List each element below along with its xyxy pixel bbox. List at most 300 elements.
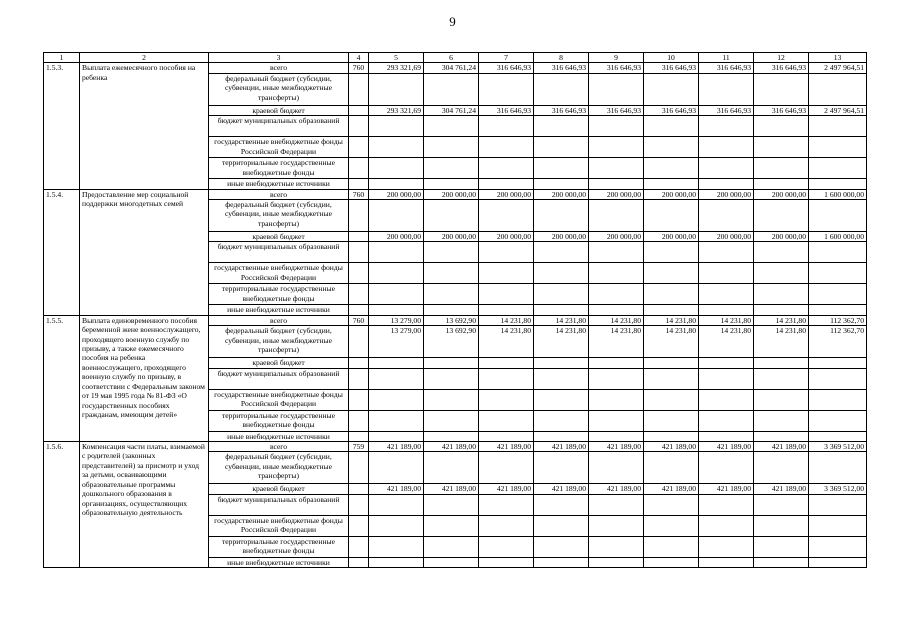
item-number [349,284,369,305]
amount-cell [809,410,867,431]
amount-cell [369,389,424,410]
amount-cell [534,200,589,232]
item-number [349,232,369,242]
amount-cell: 13 692,90 [424,326,479,358]
amount-cell [589,284,644,305]
amount-cell [644,116,699,137]
amount-cell: 316 646,93 [754,63,809,73]
amount-cell [644,389,699,410]
amount-cell [369,158,424,179]
funding-source: иные внебюджетные источники [209,557,349,567]
item-name: Выплата единовременного пособия беременной жене военнослужащего, проходящего военную службу по призыву, а также ежемесячного пособия на ребенка военнослужащего, проходящего военную службу по призыву, в соответствии с Федеральным законом от 19 мая 1995 года № 81-ФЗ «О государственных пособиях гражданам, имеющим детей» [80,315,209,441]
amount-cell [589,368,644,389]
amount-cell [589,200,644,232]
amount-cell [424,368,479,389]
amount-cell [589,73,644,105]
header-cell: 10 [644,53,699,63]
amount-cell [809,179,867,189]
amount-cell [479,263,534,284]
amount-cell [699,536,754,557]
amount-cell: 200 000,00 [369,189,424,199]
amount-cell: 14 231,80 [644,326,699,358]
header-cell: 1 [44,53,80,63]
amount-cell: 304 761,24 [424,105,479,115]
amount-cell [754,179,809,189]
amount-cell [479,358,534,368]
amount-cell [534,389,589,410]
amount-cell [809,137,867,158]
amount-cell: 421 189,00 [699,442,754,452]
item-number [349,484,369,494]
header-cell: 4 [349,53,369,63]
item-number [349,137,369,158]
amount-cell [699,73,754,105]
amount-cell [644,410,699,431]
amount-cell: 14 231,80 [589,326,644,358]
amount-cell [699,358,754,368]
amount-cell [699,263,754,284]
amount-cell [699,179,754,189]
amount-cell [754,137,809,158]
amount-cell [644,137,699,158]
amount-cell [534,494,589,515]
table-row [44,315,867,325]
amount-cell [424,305,479,315]
amount-cell [754,158,809,179]
amount-cell: 3 369 512,00 [809,442,867,452]
amount-cell [809,73,867,105]
amount-cell: 14 231,80 [534,315,589,325]
item-number [349,494,369,515]
amount-cell [369,368,424,389]
amount-cell: 316 646,93 [644,63,699,73]
item-number [349,410,369,431]
amount-cell [699,494,754,515]
amount-cell [809,284,867,305]
amount-cell [534,305,589,315]
header-cell: 12 [754,53,809,63]
item-number [349,389,369,410]
item-number [349,158,369,179]
amount-cell: 200 000,00 [644,189,699,199]
amount-cell [534,410,589,431]
table-row [44,189,867,199]
funding-source: государственные внебюджетные фонды Российской Федерации [209,137,349,158]
amount-cell: 421 189,00 [589,484,644,494]
amount-cell [589,242,644,263]
amount-cell [369,494,424,515]
funding-source: краевой бюджет [209,232,349,242]
amount-cell [754,494,809,515]
funding-source: краевой бюджет [209,358,349,368]
funding-source: краевой бюджет [209,105,349,115]
amount-cell [369,358,424,368]
amount-cell [589,305,644,315]
amount-cell: 13 279,00 [369,315,424,325]
item-number [349,557,369,567]
header-cell: 3 [209,53,349,63]
amount-cell [644,536,699,557]
amount-cell [809,368,867,389]
amount-cell [424,536,479,557]
header-cell: 8 [534,53,589,63]
header-cell: 5 [369,53,424,63]
item-number [349,73,369,105]
amount-cell: 14 231,80 [479,315,534,325]
amount-cell [534,557,589,567]
item-number: 760 [349,315,369,325]
amount-cell: 13 279,00 [369,326,424,358]
amount-cell [369,431,424,441]
amount-cell [699,557,754,567]
amount-cell [534,284,589,305]
amount-cell [809,116,867,137]
amount-cell: 2 497 964,51 [809,63,867,73]
amount-cell [424,494,479,515]
funding-source: федеральный бюджет (субсидии, субвенции, иные межбюджетные трансферты) [209,73,349,105]
amount-cell [534,263,589,284]
amount-cell [699,284,754,305]
amount-cell [644,284,699,305]
amount-cell [699,242,754,263]
amount-cell: 421 189,00 [754,442,809,452]
amount-cell [424,179,479,189]
amount-cell [644,431,699,441]
amount-cell [424,452,479,484]
funding-source: государственные внебюджетные фонды Российской Федерации [209,515,349,536]
amount-cell: 421 189,00 [589,442,644,452]
item-name: Выплата ежемесячного пособия на ребенка [80,63,209,189]
item-number [349,242,369,263]
item-code: 1.5.3. [44,63,80,189]
amount-cell: 421 189,00 [424,484,479,494]
item-name: Предоставление мер социальной поддержки многодетных семей [80,189,209,315]
item-number [349,431,369,441]
amount-cell [589,389,644,410]
amount-cell: 14 231,80 [754,315,809,325]
amount-cell [479,431,534,441]
amount-cell: 14 231,80 [699,315,754,325]
amount-cell [644,494,699,515]
amount-cell [754,368,809,389]
amount-cell: 421 189,00 [644,484,699,494]
amount-cell [369,200,424,232]
amount-cell: 200 000,00 [424,189,479,199]
amount-cell [534,368,589,389]
amount-cell [754,431,809,441]
item-number [349,368,369,389]
amount-cell: 316 646,93 [589,105,644,115]
amount-cell [369,452,424,484]
item-number [349,200,369,232]
funding-source: иные внебюджетные источники [209,431,349,441]
amount-cell [479,158,534,179]
header-cell: 7 [479,53,534,63]
table-row [44,63,867,73]
amount-cell [809,200,867,232]
amount-cell [479,200,534,232]
amount-cell [644,305,699,315]
item-number [349,263,369,284]
amount-cell [644,179,699,189]
amount-cell [699,515,754,536]
budget-table [43,52,867,568]
amount-cell [809,305,867,315]
amount-cell [589,358,644,368]
amount-cell [479,179,534,189]
amount-cell [479,515,534,536]
header-cell: 9 [589,53,644,63]
funding-source: государственные внебюджетные фонды Российской Федерации [209,263,349,284]
amount-cell: 200 000,00 [589,232,644,242]
funding-source: всего [209,315,349,325]
amount-cell [589,515,644,536]
header-cell: 13 [809,53,867,63]
funding-source: федеральный бюджет (субсидии, субвенции, иные межбюджетные трансферты) [209,452,349,484]
amount-cell: 316 646,93 [479,105,534,115]
amount-cell: 14 231,80 [534,326,589,358]
amount-cell [644,557,699,567]
funding-source: бюджет муниципальных образований [209,242,349,263]
amount-cell [754,410,809,431]
amount-cell [479,389,534,410]
amount-cell [534,515,589,536]
amount-cell [589,536,644,557]
funding-source: территориальные государственные внебюджетные фонды [209,284,349,305]
item-number: 760 [349,63,369,73]
amount-cell [699,137,754,158]
amount-cell [589,494,644,515]
amount-cell [699,410,754,431]
item-number [349,358,369,368]
amount-cell: 421 189,00 [424,442,479,452]
amount-cell: 1 600 000,00 [809,232,867,242]
amount-cell [644,158,699,179]
amount-cell [534,73,589,105]
amount-cell [699,305,754,315]
amount-cell: 200 000,00 [369,232,424,242]
amount-cell [809,263,867,284]
amount-cell: 14 231,80 [479,326,534,358]
table-body [44,53,867,568]
amount-cell [479,494,534,515]
amount-cell [754,242,809,263]
amount-cell: 200 000,00 [754,232,809,242]
amount-cell [369,515,424,536]
amount-cell [644,515,699,536]
amount-cell [369,242,424,263]
amount-cell [369,536,424,557]
amount-cell [534,137,589,158]
amount-cell [424,410,479,431]
amount-cell [534,116,589,137]
header-cell: 11 [699,53,754,63]
amount-cell [424,158,479,179]
amount-cell [644,452,699,484]
amount-cell [754,389,809,410]
amount-cell: 3 369 512,00 [809,484,867,494]
amount-cell [479,452,534,484]
amount-cell: 316 646,93 [699,105,754,115]
amount-cell: 14 231,80 [699,326,754,358]
amount-cell: 200 000,00 [644,232,699,242]
table-row [44,442,867,452]
item-code: 1.5.6. [44,442,80,568]
header-cell: 6 [424,53,479,63]
amount-cell [424,200,479,232]
amount-cell [589,179,644,189]
header-row [44,53,867,63]
amount-cell [699,431,754,441]
amount-cell [754,452,809,484]
item-number [349,452,369,484]
amount-cell [424,73,479,105]
amount-cell: 200 000,00 [534,232,589,242]
amount-cell [369,557,424,567]
amount-cell: 421 189,00 [644,442,699,452]
amount-cell: 421 189,00 [754,484,809,494]
item-number [349,105,369,115]
item-number: 760 [349,189,369,199]
amount-cell [699,158,754,179]
item-code: 1.5.5. [44,315,80,441]
amount-cell: 112 362,70 [809,315,867,325]
funding-source: территориальные государственные внебюджетные фонды [209,536,349,557]
amount-cell: 421 189,00 [534,442,589,452]
amount-cell [754,305,809,315]
amount-cell: 200 000,00 [699,189,754,199]
amount-cell: 200 000,00 [479,232,534,242]
amount-cell [699,452,754,484]
amount-cell: 14 231,80 [754,326,809,358]
funding-source: бюджет муниципальных образований [209,494,349,515]
amount-cell [424,284,479,305]
amount-cell [589,410,644,431]
amount-cell [479,557,534,567]
amount-cell [809,431,867,441]
amount-cell: 316 646,93 [534,105,589,115]
amount-cell [589,557,644,567]
amount-cell: 421 189,00 [479,484,534,494]
amount-cell [479,368,534,389]
amount-cell: 13 692,90 [424,315,479,325]
item-number [349,179,369,189]
funding-source: всего [209,442,349,452]
amount-cell [534,536,589,557]
amount-cell [479,137,534,158]
amount-cell [369,137,424,158]
amount-cell [699,368,754,389]
amount-cell [479,242,534,263]
amount-cell: 316 646,93 [479,63,534,73]
amount-cell [589,158,644,179]
amount-cell [809,536,867,557]
funding-source: иные внебюджетные источники [209,179,349,189]
amount-cell [644,368,699,389]
amount-cell [699,116,754,137]
amount-cell: 304 761,24 [424,63,479,73]
amount-cell [534,179,589,189]
amount-cell [644,200,699,232]
funding-source: федеральный бюджет (субсидии, субвенции, иные межбюджетные трансферты) [209,200,349,232]
amount-cell: 200 000,00 [534,189,589,199]
amount-cell: 293 321,69 [369,105,424,115]
amount-cell: 421 189,00 [479,442,534,452]
funding-source: бюджет муниципальных образований [209,116,349,137]
amount-cell [754,73,809,105]
amount-cell [644,242,699,263]
amount-cell [369,410,424,431]
funding-source: краевой бюджет [209,484,349,494]
amount-cell: 316 646,93 [699,63,754,73]
amount-cell [754,557,809,567]
amount-cell [479,116,534,137]
amount-cell [754,515,809,536]
amount-cell [424,358,479,368]
amount-cell [479,410,534,431]
amount-cell [589,137,644,158]
amount-cell: 200 000,00 [424,232,479,242]
amount-cell: 316 646,93 [644,105,699,115]
amount-cell [369,284,424,305]
header-cell: 2 [80,53,209,63]
amount-cell: 293 321,69 [369,63,424,73]
amount-cell [369,305,424,315]
item-number: 759 [349,442,369,452]
amount-cell [699,200,754,232]
amount-cell: 14 231,80 [644,315,699,325]
amount-cell [424,137,479,158]
amount-cell [809,494,867,515]
funding-source: государственные внебюджетные фонды Российской Федерации [209,389,349,410]
amount-cell [754,358,809,368]
item-number [349,116,369,137]
amount-cell [754,263,809,284]
amount-cell [534,242,589,263]
amount-cell [479,73,534,105]
amount-cell [424,116,479,137]
amount-cell [809,557,867,567]
amount-cell [809,358,867,368]
amount-cell: 421 189,00 [534,484,589,494]
amount-cell [369,263,424,284]
page-number: 9 [449,14,456,29]
amount-cell [479,305,534,315]
amount-cell [809,242,867,263]
funding-source: федеральный бюджет (субсидии, субвенции, иные межбюджетные трансферты) [209,326,349,358]
funding-source: всего [209,63,349,73]
amount-cell [424,557,479,567]
amount-cell [589,116,644,137]
amount-cell: 1 600 000,00 [809,189,867,199]
amount-cell [534,452,589,484]
funding-source: территориальные государственные внебюджетные фонды [209,158,349,179]
amount-cell [479,284,534,305]
item-number [349,326,369,358]
amount-cell: 316 646,93 [754,105,809,115]
amount-cell [369,116,424,137]
amount-cell: 421 189,00 [369,442,424,452]
item-name: Компенсация части платы, взимаемой с родителей (законных представителей) за присмотр и уход за детьми, осваивающими образовательные программы дошкольного образования в организациях, осуществляющих образовательную деятельность [80,442,209,568]
amount-cell: 200 000,00 [699,232,754,242]
amount-cell [754,536,809,557]
amount-cell: 316 646,93 [534,63,589,73]
amount-cell: 200 000,00 [479,189,534,199]
amount-cell [369,179,424,189]
amount-cell [479,536,534,557]
funding-source: иные внебюджетные источники [209,305,349,315]
amount-cell [424,515,479,536]
